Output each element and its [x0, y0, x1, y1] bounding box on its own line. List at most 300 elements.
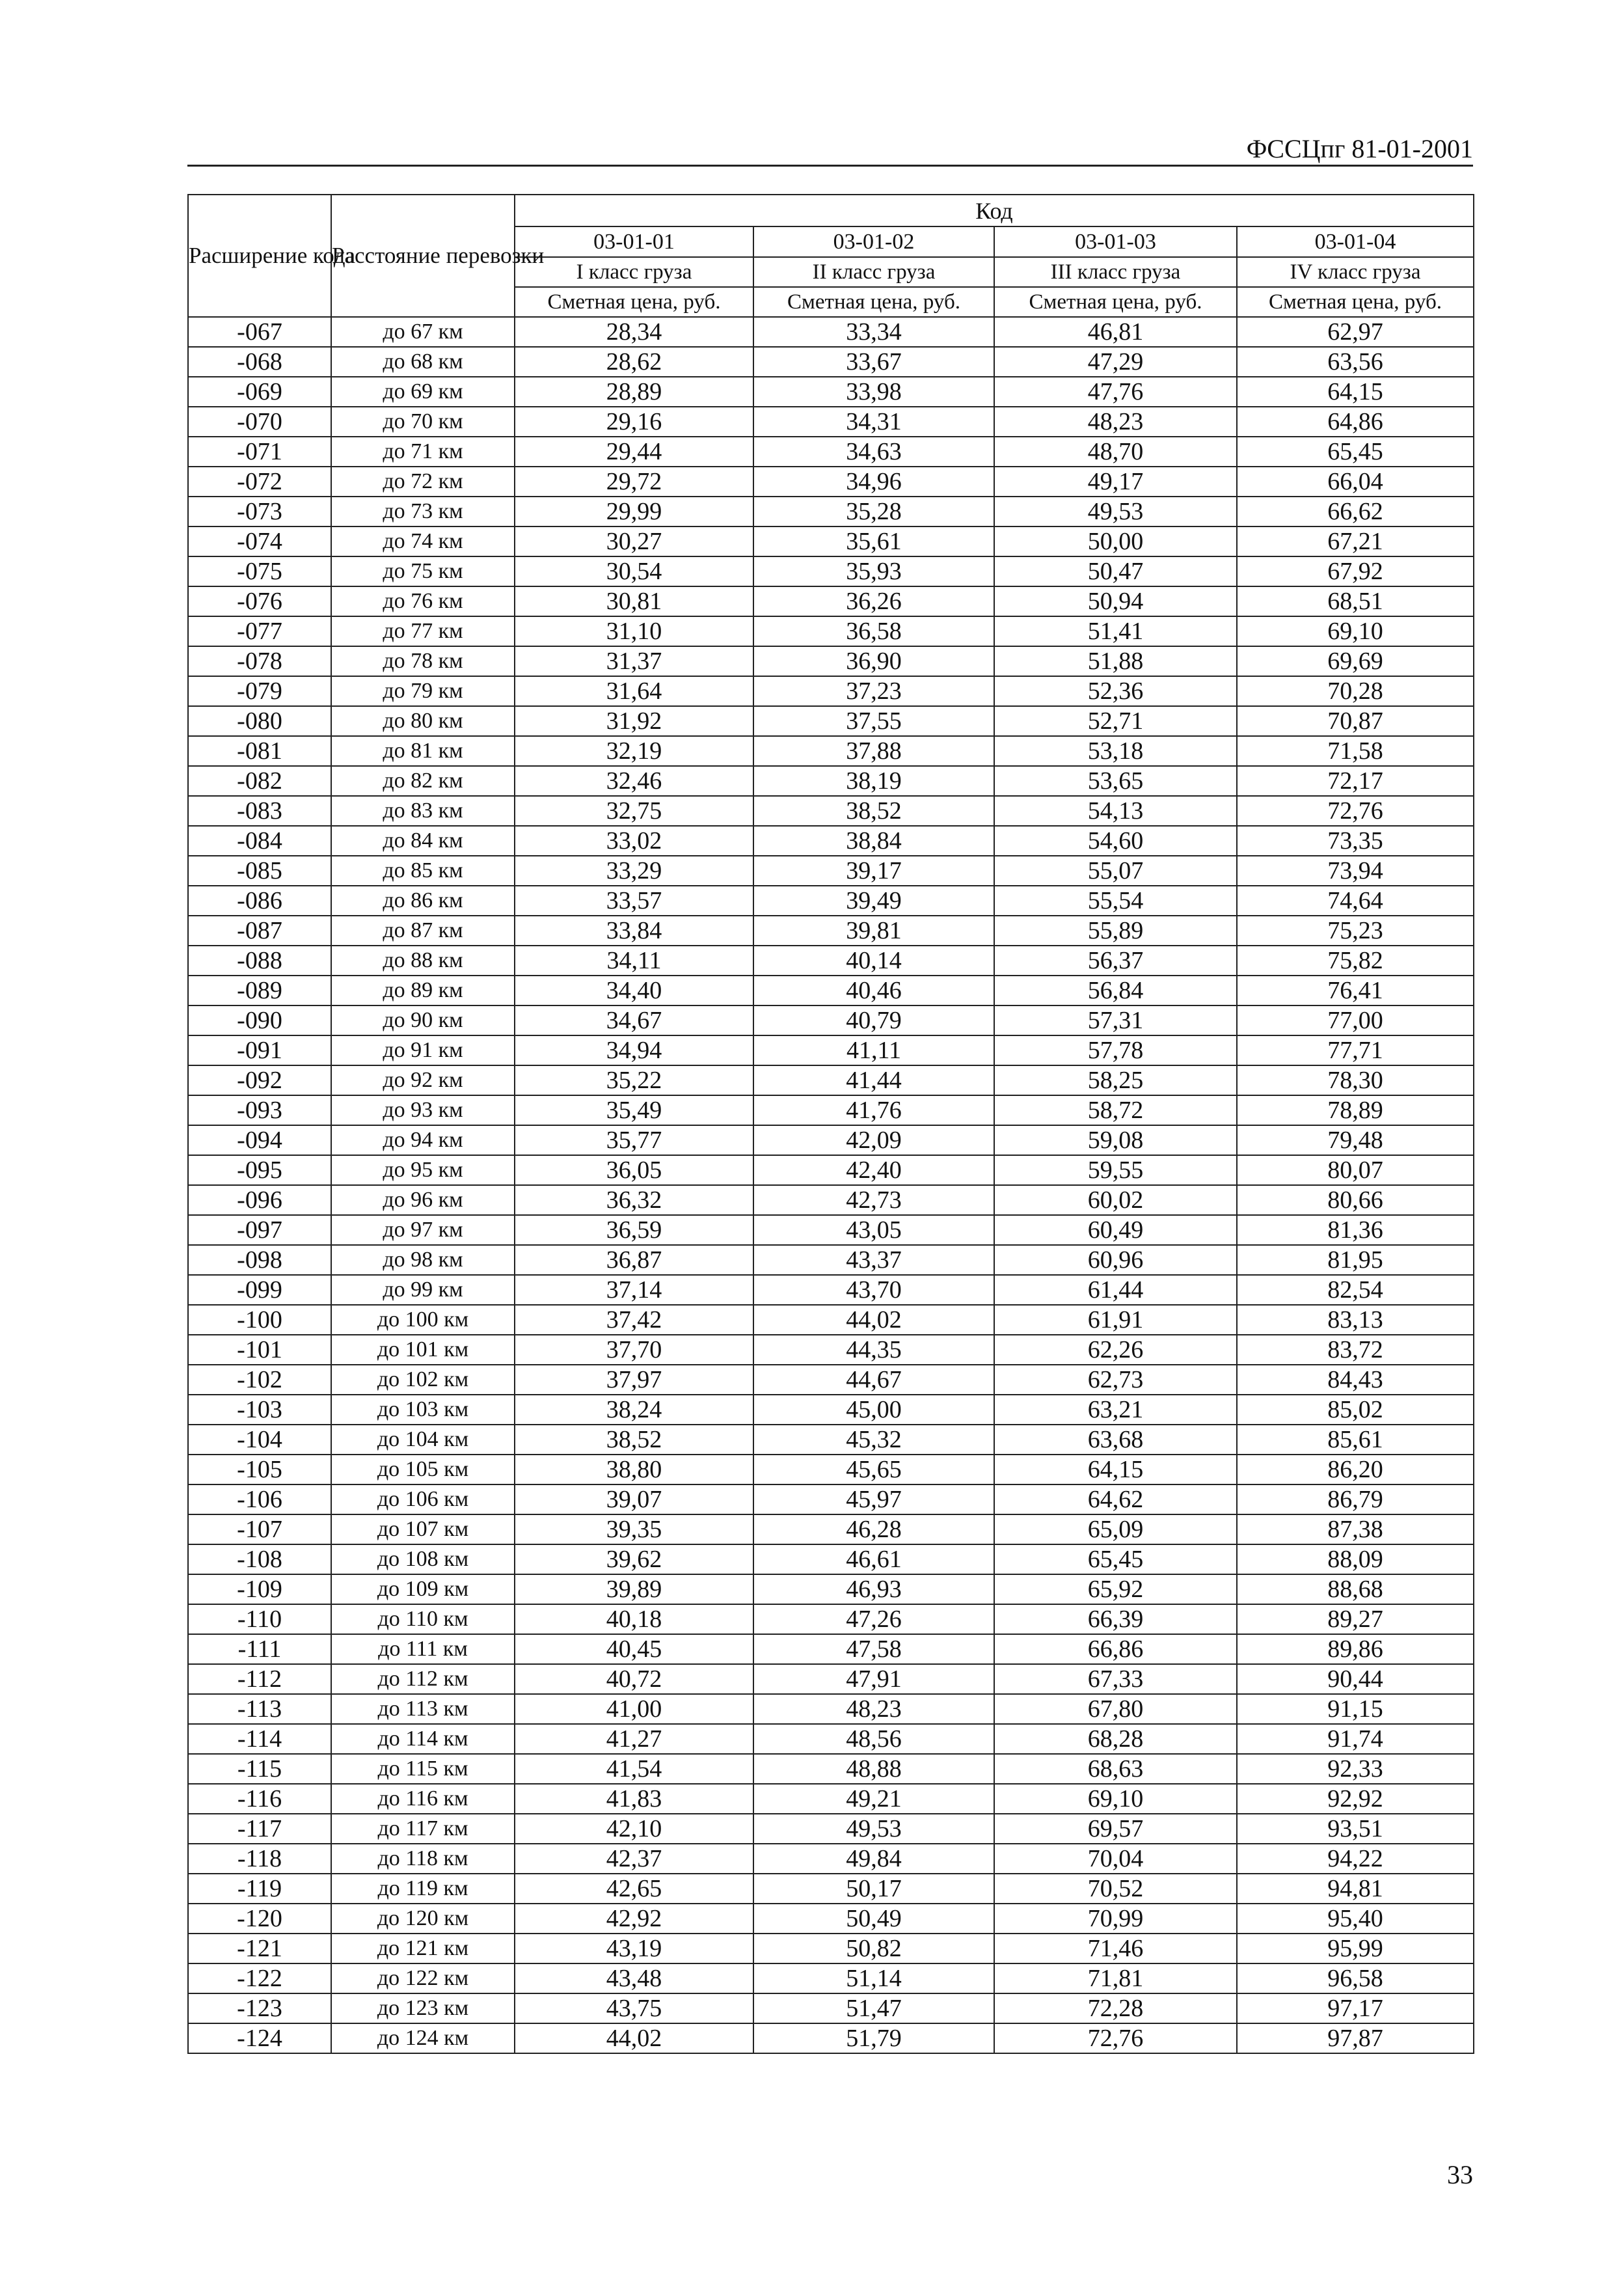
price-class-2-cell: 48,88 — [753, 1754, 994, 1784]
distance-cell: до 119 км — [331, 1874, 515, 1904]
price-class-2-cell: 43,70 — [753, 1275, 994, 1305]
extension-cell: -078 — [188, 646, 331, 676]
price-class-1-cell: 34,11 — [515, 946, 753, 976]
price-class-3-cell: 50,00 — [994, 526, 1237, 556]
price-class-3-cell: 70,99 — [994, 1904, 1237, 1934]
extension-cell: -103 — [188, 1395, 331, 1425]
price-class-4-cell: 78,30 — [1237, 1065, 1474, 1095]
distance-cell: до 74 км — [331, 526, 515, 556]
price-class-4-cell: 91,15 — [1237, 1694, 1474, 1724]
price-class-4-cell: 80,66 — [1237, 1185, 1474, 1215]
distance-cell: до 71 км — [331, 437, 515, 467]
price-class-3-cell: 54,60 — [994, 826, 1237, 856]
price-class-1-cell: 29,16 — [515, 407, 753, 437]
header-price-3: Сметная цена, руб. — [994, 287, 1237, 317]
extension-cell: -097 — [188, 1215, 331, 1245]
extension-cell: -115 — [188, 1754, 331, 1784]
table-row — [188, 946, 1474, 976]
distance-cell: до 103 км — [331, 1395, 515, 1425]
price-class-2-cell: 36,26 — [753, 586, 994, 616]
table-row — [188, 437, 1474, 467]
price-class-2-cell: 49,21 — [753, 1784, 994, 1814]
header-extension: Расширение кода — [188, 195, 331, 317]
extension-cell: -098 — [188, 1245, 331, 1275]
header-code-group: Код — [515, 195, 1474, 226]
price-class-3-cell: 56,37 — [994, 946, 1237, 976]
price-class-4-cell: 67,21 — [1237, 526, 1474, 556]
price-class-4-cell: 77,00 — [1237, 1005, 1474, 1035]
distance-cell: до 75 км — [331, 556, 515, 586]
price-class-3-cell: 60,49 — [994, 1215, 1237, 1245]
price-class-4-cell: 83,72 — [1237, 1335, 1474, 1365]
header-class-3: III класс груза — [994, 257, 1237, 287]
price-class-2-cell: 40,79 — [753, 1005, 994, 1035]
distance-cell: до 115 км — [331, 1754, 515, 1784]
price-class-1-cell: 37,97 — [515, 1365, 753, 1395]
extension-cell: -094 — [188, 1125, 331, 1155]
distance-cell: до 95 км — [331, 1155, 515, 1185]
table-row — [188, 676, 1474, 706]
extension-cell: -084 — [188, 826, 331, 856]
distance-cell: до 76 км — [331, 586, 515, 616]
price-class-3-cell: 48,70 — [994, 437, 1237, 467]
header-class-4: IV класс груза — [1237, 257, 1474, 287]
price-class-3-cell: 69,10 — [994, 1784, 1237, 1814]
distance-cell: до 86 км — [331, 886, 515, 916]
table-row — [188, 1305, 1474, 1335]
price-class-3-cell: 51,41 — [994, 616, 1237, 646]
distance-cell: до 106 км — [331, 1484, 515, 1514]
extension-cell: -109 — [188, 1574, 331, 1604]
extension-cell: -071 — [188, 437, 331, 467]
table-row — [188, 976, 1474, 1005]
header-code-2: 03-01-02 — [753, 226, 994, 257]
price-class-1-cell: 42,92 — [515, 1904, 753, 1934]
extension-cell: -113 — [188, 1694, 331, 1724]
price-class-1-cell: 34,40 — [515, 976, 753, 1005]
price-class-2-cell: 44,35 — [753, 1335, 994, 1365]
extension-cell: -091 — [188, 1035, 331, 1065]
table-row — [188, 1514, 1474, 1544]
price-class-3-cell: 70,04 — [994, 1844, 1237, 1874]
price-class-2-cell: 48,56 — [753, 1724, 994, 1754]
price-class-1-cell: 36,87 — [515, 1245, 753, 1275]
price-class-4-cell: 92,92 — [1237, 1784, 1474, 1814]
price-class-2-cell: 33,98 — [753, 377, 994, 407]
extension-cell: -118 — [188, 1844, 331, 1874]
distance-cell: до 97 км — [331, 1215, 515, 1245]
price-class-1-cell: 42,10 — [515, 1814, 753, 1844]
price-class-2-cell: 46,61 — [753, 1544, 994, 1574]
table-row — [188, 1275, 1474, 1305]
price-class-3-cell: 59,55 — [994, 1155, 1237, 1185]
table-row — [188, 1005, 1474, 1035]
price-class-2-cell: 45,97 — [753, 1484, 994, 1514]
table-row — [188, 1335, 1474, 1365]
table-row — [188, 1185, 1474, 1215]
price-class-1-cell: 31,92 — [515, 706, 753, 736]
price-class-4-cell: 91,74 — [1237, 1724, 1474, 1754]
distance-cell: до 67 км — [331, 317, 515, 347]
extension-cell: -104 — [188, 1425, 331, 1455]
distance-cell: до 88 км — [331, 946, 515, 976]
price-class-1-cell: 42,37 — [515, 1844, 753, 1874]
price-class-3-cell: 66,39 — [994, 1604, 1237, 1634]
table-row — [188, 1963, 1474, 1993]
table-row — [188, 886, 1474, 916]
header-code-4: 03-01-04 — [1237, 226, 1474, 257]
table-row — [188, 1993, 1474, 2023]
price-class-4-cell: 90,44 — [1237, 1664, 1474, 1694]
price-class-2-cell: 37,23 — [753, 676, 994, 706]
price-class-2-cell: 41,44 — [753, 1065, 994, 1095]
price-class-3-cell: 65,45 — [994, 1544, 1237, 1574]
table-row — [188, 497, 1474, 526]
table-row — [188, 1125, 1474, 1155]
distance-cell: до 73 км — [331, 497, 515, 526]
price-class-2-cell: 48,23 — [753, 1694, 994, 1724]
table-row — [188, 766, 1474, 796]
price-class-1-cell: 29,44 — [515, 437, 753, 467]
extension-cell: -096 — [188, 1185, 331, 1215]
price-class-3-cell: 72,76 — [994, 2023, 1237, 2053]
table-row — [188, 347, 1474, 377]
distance-cell: до 109 км — [331, 1574, 515, 1604]
price-class-4-cell: 71,58 — [1237, 736, 1474, 766]
price-class-1-cell: 33,84 — [515, 916, 753, 946]
price-class-3-cell: 68,63 — [994, 1754, 1237, 1784]
extension-cell: -122 — [188, 1963, 331, 1993]
table-row — [188, 1604, 1474, 1634]
price-class-4-cell: 89,27 — [1237, 1604, 1474, 1634]
price-class-4-cell: 72,76 — [1237, 796, 1474, 826]
price-class-1-cell: 35,22 — [515, 1065, 753, 1095]
price-class-4-cell: 64,86 — [1237, 407, 1474, 437]
price-class-3-cell: 62,73 — [994, 1365, 1237, 1395]
price-class-4-cell: 85,61 — [1237, 1425, 1474, 1455]
page-number: 33 — [1447, 2160, 1473, 2189]
price-class-1-cell: 36,59 — [515, 1215, 753, 1245]
price-class-3-cell: 47,29 — [994, 347, 1237, 377]
price-class-1-cell: 41,83 — [515, 1784, 753, 1814]
price-class-1-cell: 31,37 — [515, 646, 753, 676]
price-table — [187, 194, 1474, 2054]
price-class-2-cell: 44,67 — [753, 1365, 994, 1395]
price-class-1-cell: 34,94 — [515, 1035, 753, 1065]
extension-cell: -087 — [188, 916, 331, 946]
header-code-3: 03-01-03 — [994, 226, 1237, 257]
price-class-3-cell: 60,96 — [994, 1245, 1237, 1275]
extension-cell: -085 — [188, 856, 331, 886]
table-row — [188, 2023, 1474, 2053]
price-class-2-cell: 37,88 — [753, 736, 994, 766]
price-class-1-cell: 41,27 — [515, 1724, 753, 1754]
distance-cell: до 108 км — [331, 1544, 515, 1574]
table-row — [188, 1065, 1474, 1095]
extension-cell: -076 — [188, 586, 331, 616]
distance-cell: до 105 км — [331, 1455, 515, 1484]
price-class-2-cell: 50,82 — [753, 1934, 994, 1963]
extension-cell: -111 — [188, 1634, 331, 1664]
distance-cell: до 89 км — [331, 976, 515, 1005]
price-class-3-cell: 67,33 — [994, 1664, 1237, 1694]
price-class-1-cell: 40,72 — [515, 1664, 753, 1694]
price-class-1-cell: 28,62 — [515, 347, 753, 377]
extension-cell: -088 — [188, 946, 331, 976]
price-class-1-cell: 37,42 — [515, 1305, 753, 1335]
distance-cell: до 102 км — [331, 1365, 515, 1395]
price-class-2-cell: 33,34 — [753, 317, 994, 347]
table-row — [188, 646, 1474, 676]
price-class-4-cell: 96,58 — [1237, 1963, 1474, 1993]
price-class-4-cell: 95,40 — [1237, 1904, 1474, 1934]
price-class-2-cell: 34,96 — [753, 467, 994, 497]
price-class-1-cell: 41,00 — [515, 1694, 753, 1724]
price-class-4-cell: 78,89 — [1237, 1095, 1474, 1125]
price-class-1-cell: 30,27 — [515, 526, 753, 556]
extension-cell: -112 — [188, 1664, 331, 1694]
price-class-1-cell: 43,75 — [515, 1993, 753, 2023]
price-class-2-cell: 37,55 — [753, 706, 994, 736]
distance-cell: до 99 км — [331, 1275, 515, 1305]
price-class-4-cell: 81,36 — [1237, 1215, 1474, 1245]
distance-cell: до 120 км — [331, 1904, 515, 1934]
extension-cell: -101 — [188, 1335, 331, 1365]
distance-cell: до 107 км — [331, 1514, 515, 1544]
price-class-4-cell: 73,94 — [1237, 856, 1474, 886]
price-class-3-cell: 62,26 — [994, 1335, 1237, 1365]
price-class-1-cell: 32,46 — [515, 766, 753, 796]
distance-cell: до 118 км — [331, 1844, 515, 1874]
extension-cell: -090 — [188, 1005, 331, 1035]
table-row — [188, 1215, 1474, 1245]
distance-cell: до 100 км — [331, 1305, 515, 1335]
extension-cell: -082 — [188, 766, 331, 796]
price-class-3-cell: 59,08 — [994, 1125, 1237, 1155]
price-class-4-cell: 85,02 — [1237, 1395, 1474, 1425]
table-row — [188, 1844, 1474, 1874]
extension-cell: -073 — [188, 497, 331, 526]
price-class-1-cell: 40,45 — [515, 1634, 753, 1664]
price-class-1-cell: 28,34 — [515, 317, 753, 347]
extension-cell: -077 — [188, 616, 331, 646]
price-class-2-cell: 46,93 — [753, 1574, 994, 1604]
price-class-4-cell: 66,62 — [1237, 497, 1474, 526]
distance-cell: до 84 км — [331, 826, 515, 856]
price-class-2-cell: 33,67 — [753, 347, 994, 377]
extension-cell: -068 — [188, 347, 331, 377]
table-row — [188, 586, 1474, 616]
distance-cell: до 98 км — [331, 1245, 515, 1275]
distance-cell: до 113 км — [331, 1694, 515, 1724]
price-class-3-cell: 57,78 — [994, 1035, 1237, 1065]
table-row — [188, 826, 1474, 856]
price-class-2-cell: 39,17 — [753, 856, 994, 886]
price-class-3-cell: 48,23 — [994, 407, 1237, 437]
price-class-3-cell: 54,13 — [994, 796, 1237, 826]
price-class-4-cell: 87,38 — [1237, 1514, 1474, 1544]
price-class-3-cell: 72,28 — [994, 1993, 1237, 2023]
extension-cell: -086 — [188, 886, 331, 916]
price-class-3-cell: 65,09 — [994, 1514, 1237, 1544]
price-class-2-cell: 35,93 — [753, 556, 994, 586]
table-row — [188, 526, 1474, 556]
table-row — [188, 1095, 1474, 1125]
price-class-4-cell: 65,45 — [1237, 437, 1474, 467]
distance-cell: до 79 км — [331, 676, 515, 706]
table-row — [188, 1694, 1474, 1724]
price-class-3-cell: 56,84 — [994, 976, 1237, 1005]
distance-cell: до 92 км — [331, 1065, 515, 1095]
distance-cell: до 81 км — [331, 736, 515, 766]
price-class-2-cell: 51,14 — [753, 1963, 994, 1993]
price-class-4-cell: 62,97 — [1237, 317, 1474, 347]
extension-cell: -116 — [188, 1784, 331, 1814]
extension-cell: -074 — [188, 526, 331, 556]
price-class-4-cell: 97,87 — [1237, 2023, 1474, 2053]
price-class-4-cell: 63,56 — [1237, 347, 1474, 377]
price-class-1-cell: 44,02 — [515, 2023, 753, 2053]
table-row — [188, 377, 1474, 407]
header-code-1: 03-01-01 — [515, 226, 753, 257]
table-row — [188, 1724, 1474, 1754]
price-class-4-cell: 77,71 — [1237, 1035, 1474, 1065]
price-class-4-cell: 95,99 — [1237, 1934, 1474, 1963]
price-class-1-cell: 34,67 — [515, 1005, 753, 1035]
price-class-2-cell: 36,90 — [753, 646, 994, 676]
price-class-2-cell: 34,63 — [753, 437, 994, 467]
table-row — [188, 1484, 1474, 1514]
price-class-2-cell: 35,28 — [753, 497, 994, 526]
distance-cell: до 85 км — [331, 856, 515, 886]
price-class-3-cell: 61,44 — [994, 1275, 1237, 1305]
table-row — [188, 1365, 1474, 1395]
price-class-1-cell: 33,29 — [515, 856, 753, 886]
price-class-3-cell: 55,54 — [994, 886, 1237, 916]
price-class-3-cell: 68,28 — [994, 1724, 1237, 1754]
price-class-1-cell: 36,32 — [515, 1185, 753, 1215]
distance-cell: до 80 км — [331, 706, 515, 736]
price-class-3-cell: 71,81 — [994, 1963, 1237, 1993]
price-class-2-cell: 35,61 — [753, 526, 994, 556]
price-class-2-cell: 47,58 — [753, 1634, 994, 1664]
extension-cell: -083 — [188, 796, 331, 826]
extension-cell: -124 — [188, 2023, 331, 2053]
price-class-2-cell: 36,58 — [753, 616, 994, 646]
price-class-2-cell: 49,53 — [753, 1814, 994, 1844]
price-class-4-cell: 69,69 — [1237, 646, 1474, 676]
price-class-1-cell: 32,75 — [515, 796, 753, 826]
extension-cell: -070 — [188, 407, 331, 437]
price-class-3-cell: 53,65 — [994, 766, 1237, 796]
table-row — [188, 706, 1474, 736]
price-class-3-cell: 58,25 — [994, 1065, 1237, 1095]
price-class-2-cell: 42,73 — [753, 1185, 994, 1215]
price-class-1-cell: 29,72 — [515, 467, 753, 497]
table-row — [188, 1245, 1474, 1275]
price-class-1-cell: 39,89 — [515, 1574, 753, 1604]
extension-cell: -114 — [188, 1724, 331, 1754]
price-class-2-cell: 39,49 — [753, 886, 994, 916]
distance-cell: до 101 км — [331, 1335, 515, 1365]
price-class-4-cell: 94,22 — [1237, 1844, 1474, 1874]
distance-cell: до 122 км — [331, 1963, 515, 1993]
price-class-2-cell: 51,47 — [753, 1993, 994, 2023]
extension-cell: -089 — [188, 976, 331, 1005]
extension-cell: -081 — [188, 736, 331, 766]
table-row — [188, 916, 1474, 946]
table-row — [188, 1395, 1474, 1425]
distance-cell: до 72 км — [331, 467, 515, 497]
distance-cell: до 112 км — [331, 1664, 515, 1694]
price-class-1-cell: 43,19 — [515, 1934, 753, 1963]
price-class-2-cell: 50,49 — [753, 1904, 994, 1934]
price-class-4-cell: 75,82 — [1237, 946, 1474, 976]
distance-cell: до 111 км — [331, 1634, 515, 1664]
price-class-1-cell: 29,99 — [515, 497, 753, 526]
distance-cell: до 124 км — [331, 2023, 515, 2053]
price-class-1-cell: 35,77 — [515, 1125, 753, 1155]
price-class-2-cell: 49,84 — [753, 1844, 994, 1874]
price-class-1-cell: 39,07 — [515, 1484, 753, 1514]
header-class-1: I класс груза — [515, 257, 753, 287]
price-class-4-cell: 66,04 — [1237, 467, 1474, 497]
price-class-4-cell: 69,10 — [1237, 616, 1474, 646]
distance-cell: до 114 км — [331, 1724, 515, 1754]
extension-cell: -079 — [188, 676, 331, 706]
price-class-4-cell: 70,87 — [1237, 706, 1474, 736]
price-class-3-cell: 61,91 — [994, 1305, 1237, 1335]
price-class-1-cell: 35,49 — [515, 1095, 753, 1125]
price-class-2-cell: 39,81 — [753, 916, 994, 946]
price-class-2-cell: 45,65 — [753, 1455, 994, 1484]
document-header — [187, 133, 1473, 167]
price-class-4-cell: 86,79 — [1237, 1484, 1474, 1514]
price-class-3-cell: 64,62 — [994, 1484, 1237, 1514]
price-class-1-cell: 33,02 — [515, 826, 753, 856]
price-class-4-cell: 76,41 — [1237, 976, 1474, 1005]
distance-cell: до 117 км — [331, 1814, 515, 1844]
extension-cell: -072 — [188, 467, 331, 497]
table-row — [188, 796, 1474, 826]
price-class-4-cell: 83,13 — [1237, 1305, 1474, 1335]
price-class-1-cell: 41,54 — [515, 1754, 753, 1784]
table-row — [188, 1664, 1474, 1694]
distance-cell: до 77 км — [331, 616, 515, 646]
price-class-2-cell: 47,91 — [753, 1664, 994, 1694]
table-row — [188, 1544, 1474, 1574]
price-class-2-cell: 43,05 — [753, 1215, 994, 1245]
table-row — [188, 317, 1474, 347]
table-row — [188, 736, 1474, 766]
price-class-3-cell: 50,94 — [994, 586, 1237, 616]
price-class-2-cell: 51,79 — [753, 2023, 994, 2053]
price-class-4-cell: 74,64 — [1237, 886, 1474, 916]
price-class-2-cell: 40,46 — [753, 976, 994, 1005]
price-class-2-cell: 42,40 — [753, 1155, 994, 1185]
distance-cell: до 70 км — [331, 407, 515, 437]
price-class-4-cell: 68,51 — [1237, 586, 1474, 616]
price-class-2-cell: 38,19 — [753, 766, 994, 796]
header-price-1: Сметная цена, руб. — [515, 287, 753, 317]
price-class-3-cell: 53,18 — [994, 736, 1237, 766]
price-class-1-cell: 39,62 — [515, 1544, 753, 1574]
header-price-2: Сметная цена, руб. — [753, 287, 994, 317]
table-row — [188, 1754, 1474, 1784]
table-row — [188, 467, 1474, 497]
price-class-3-cell: 46,81 — [994, 317, 1237, 347]
price-class-4-cell: 84,43 — [1237, 1365, 1474, 1395]
